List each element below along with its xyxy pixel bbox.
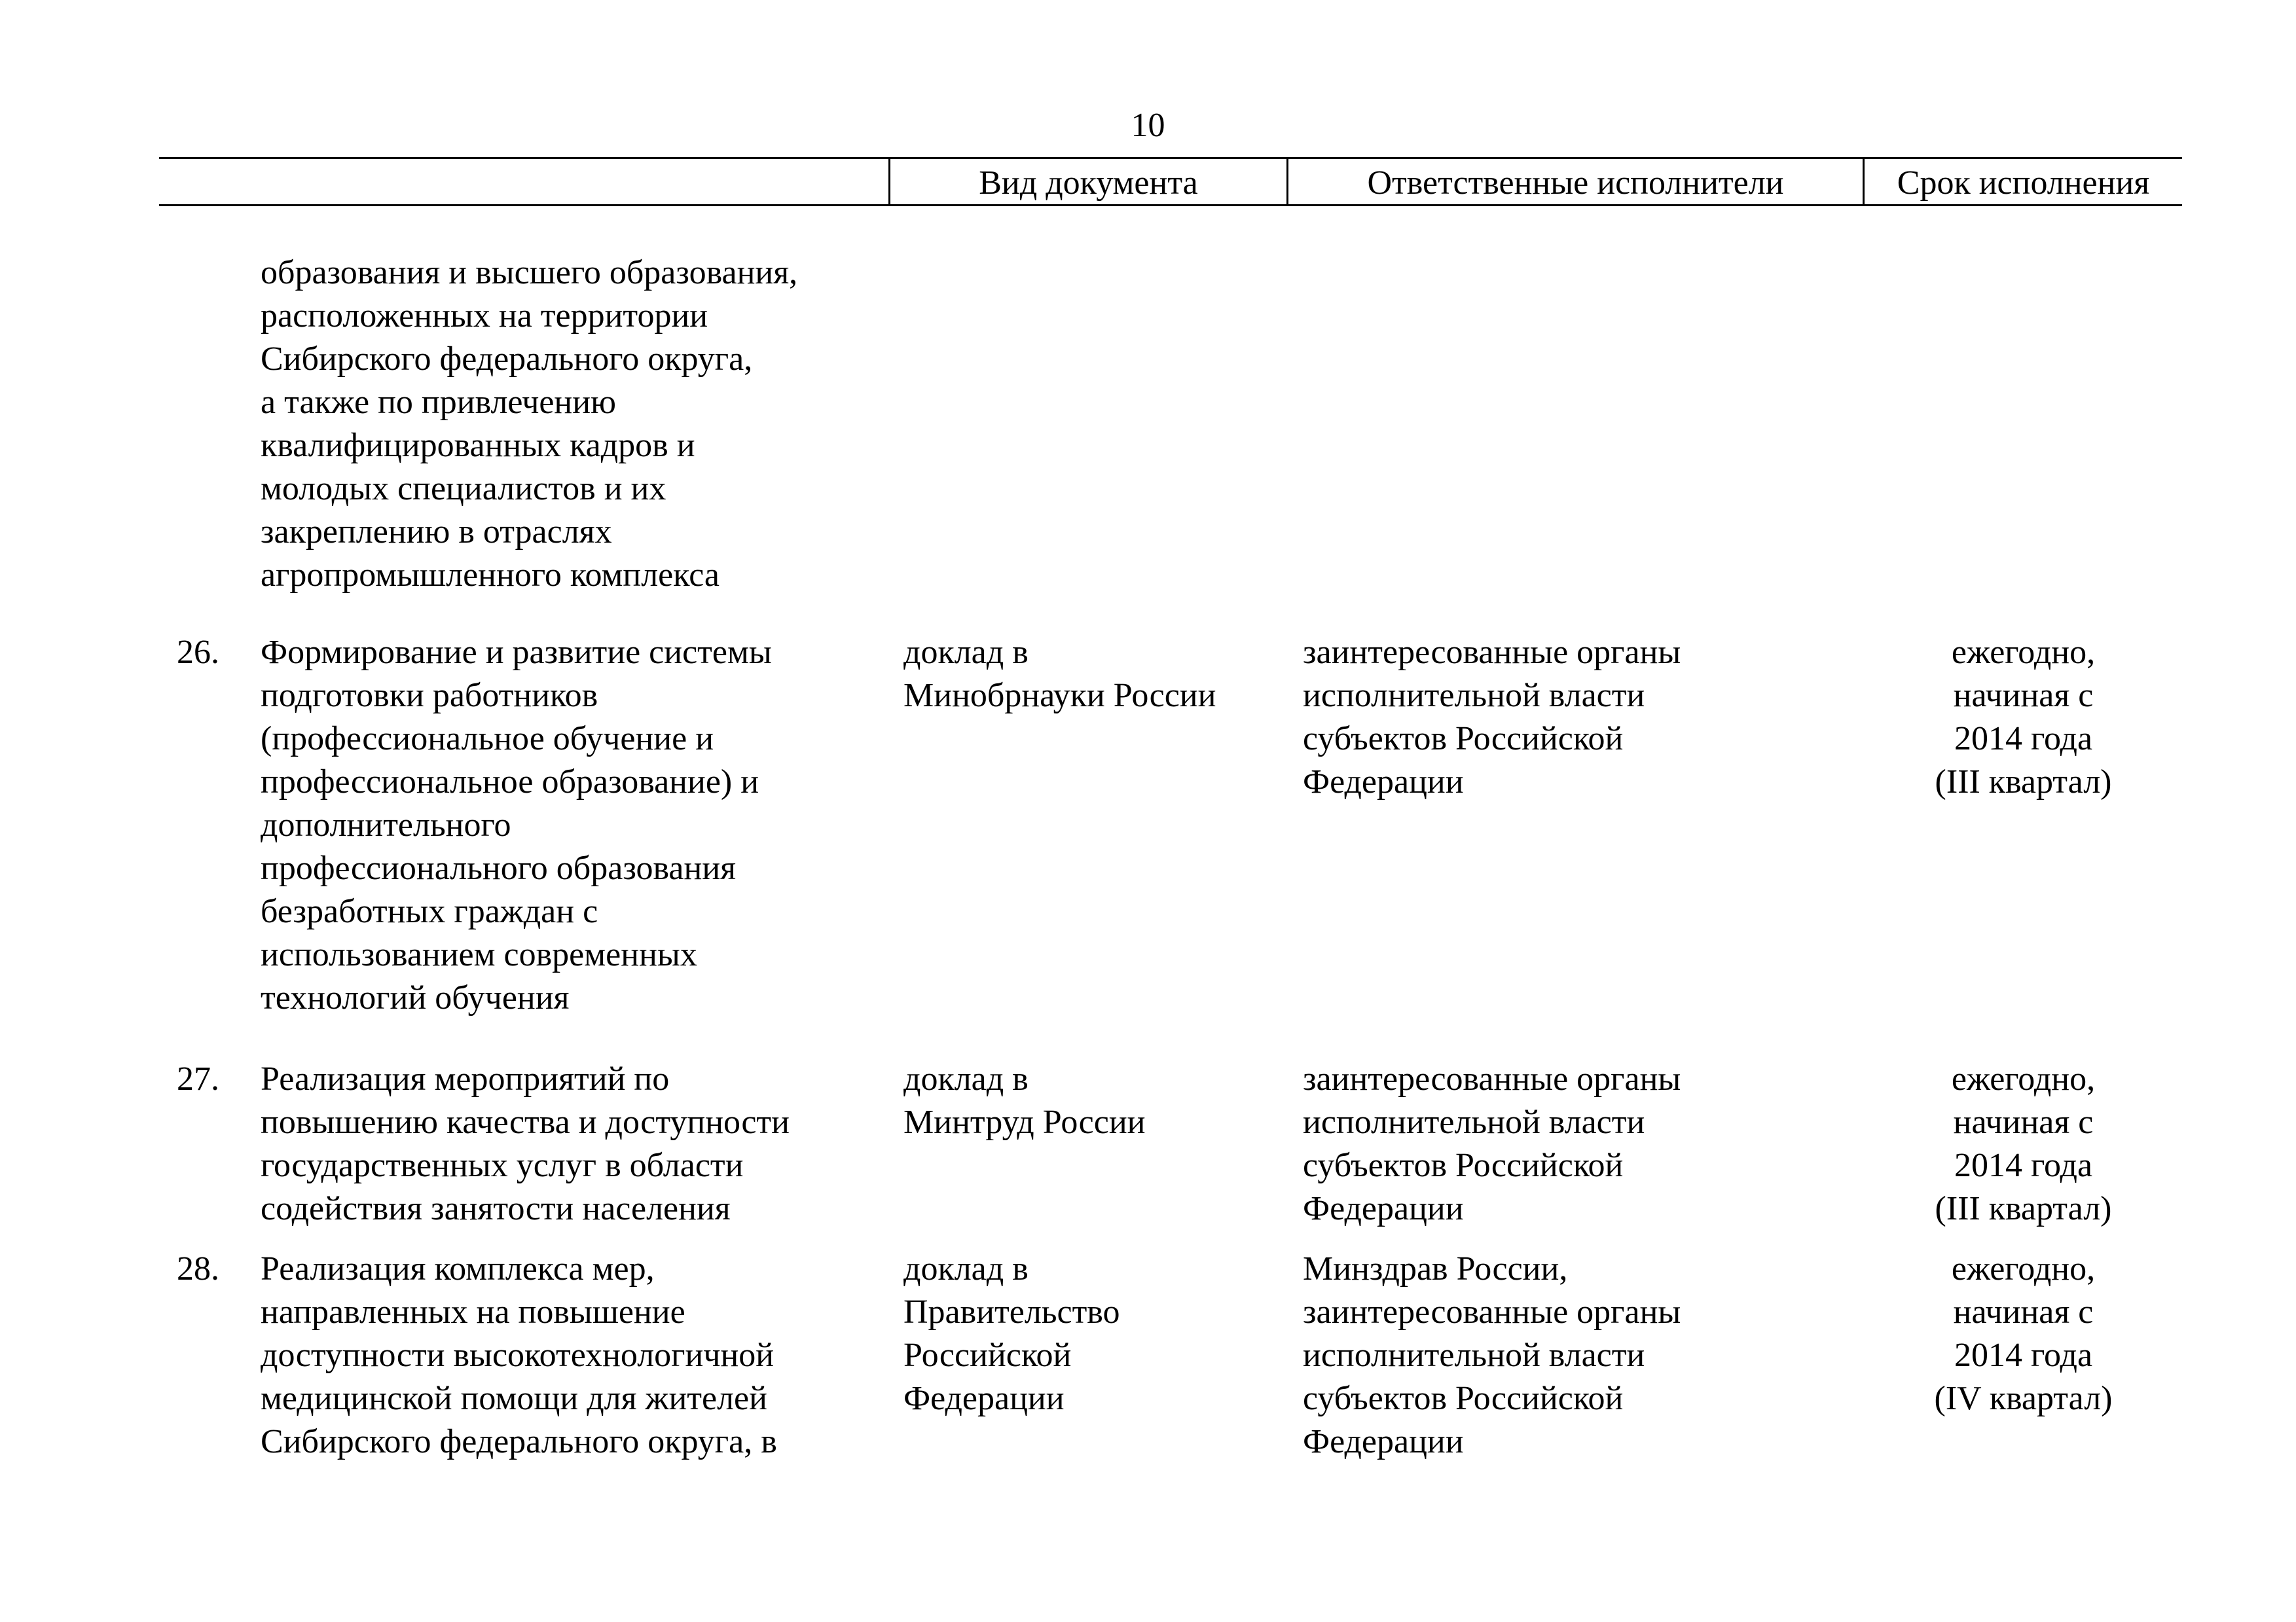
doc-type-line: Российской xyxy=(903,1337,1072,1374)
executors-line: исполнительной власти xyxy=(1303,1337,1645,1374)
row-continuation-description xyxy=(261,251,797,597)
description-line: расположенных на территории xyxy=(261,297,708,334)
header-deadline: Срок исполнения xyxy=(1897,164,2150,202)
description-line: закреплению в отраслях xyxy=(261,513,612,550)
description-line: Сибирского федерального округа, xyxy=(261,340,753,378)
description-line: повышению качества и доступности xyxy=(261,1104,790,1141)
description-line: подготовки работников xyxy=(261,677,598,714)
row-26-deadline xyxy=(1865,631,2182,804)
row-28-executors xyxy=(1303,1248,1681,1464)
row-28-number: 28. xyxy=(177,1250,219,1288)
row-26-doc-type xyxy=(903,631,1216,717)
header-bottom-rule xyxy=(159,204,2182,206)
deadline-line: начиная с xyxy=(1953,677,2094,714)
row-27-deadline xyxy=(1865,1058,2182,1231)
description-line: Формирование и развитие системы xyxy=(261,634,772,671)
deadline-line: начиная с xyxy=(1953,1104,2094,1141)
executors-line: заинтересованные органы xyxy=(1303,1293,1681,1331)
executors-line: субъектов Российской xyxy=(1303,1380,1624,1417)
deadline-line: ежегодно, xyxy=(1951,1060,2096,1098)
deadline-line: (IV квартал) xyxy=(1934,1380,2113,1417)
deadline-line: 2014 года xyxy=(1954,1337,2093,1374)
row-26-number: 26. xyxy=(177,634,219,671)
description-line: Реализация комплекса мер, xyxy=(261,1250,655,1288)
executors-line: субъектов Российской xyxy=(1303,1147,1624,1184)
executors-line: заинтересованные органы xyxy=(1303,1060,1681,1098)
doc-type-line: доклад в xyxy=(903,1250,1029,1288)
row-27-executors xyxy=(1303,1058,1681,1231)
deadline-line: ежегодно, xyxy=(1951,634,2096,671)
executors-line: Федерации xyxy=(1303,1190,1464,1227)
description-line: квалифицированных кадров и xyxy=(261,427,695,464)
doc-type-line: Минобрнауки России xyxy=(903,677,1216,714)
deadline-line: (III квартал) xyxy=(1935,1190,2112,1227)
row-27-description xyxy=(261,1058,790,1231)
description-line: безработных граждан с xyxy=(261,893,598,930)
description-line: Реализация мероприятий по xyxy=(261,1060,670,1098)
deadline-line: (III квартал) xyxy=(1935,763,2112,801)
row-26-description xyxy=(261,631,772,1020)
header-doc-type: Вид документа xyxy=(979,164,1198,202)
description-line: профессионального образования xyxy=(261,850,737,887)
executors-line: Минздрав России, xyxy=(1303,1250,1568,1288)
executors-line: исполнительной власти xyxy=(1303,677,1645,714)
doc-type-line: Правительство xyxy=(903,1293,1120,1331)
row-27-number: 27. xyxy=(177,1060,219,1098)
description-line: профессиональное образование) и xyxy=(261,763,759,801)
deadline-line: 2014 года xyxy=(1954,720,2093,757)
description-line: содействия занятости населения xyxy=(261,1190,731,1227)
executors-line: Федерации xyxy=(1303,763,1464,801)
header-top-rule xyxy=(159,157,2182,159)
description-line: медицинской помощи для жителей xyxy=(261,1380,767,1417)
description-line: образования и высшего образования, xyxy=(261,254,798,291)
description-line: направленных на повышение xyxy=(261,1293,685,1331)
deadline-line: начиная с xyxy=(1953,1293,2094,1331)
doc-type-line: Минтруд России xyxy=(903,1104,1146,1141)
executors-line: заинтересованные органы xyxy=(1303,634,1681,671)
description-line: а также по привлечению xyxy=(261,384,616,421)
deadline-line: 2014 года xyxy=(1954,1147,2093,1184)
description-line: агропромышленного комплекса xyxy=(261,556,720,594)
row-28-doc-type xyxy=(903,1248,1120,1420)
doc-type-line: Федерации xyxy=(903,1380,1065,1417)
deadline-line: ежегодно, xyxy=(1951,1250,2096,1288)
doc-type-line: доклад в xyxy=(903,1060,1029,1098)
description-line: дополнительного xyxy=(261,806,511,844)
description-line: государственных услуг в области xyxy=(261,1147,744,1184)
description-line: доступности высокотехнологичной xyxy=(261,1337,774,1374)
description-line: технологий обучения xyxy=(261,979,570,1017)
executors-line: исполнительной власти xyxy=(1303,1104,1645,1141)
description-line: Сибирского федерального округа, в xyxy=(261,1423,777,1460)
row-27-doc-type xyxy=(903,1058,1145,1144)
description-line: молодых специалистов и их xyxy=(261,470,666,507)
executors-line: Федерации xyxy=(1303,1423,1464,1460)
row-26-executors xyxy=(1303,631,1681,804)
doc-type-line: доклад в xyxy=(903,634,1029,671)
executors-line: субъектов Российской xyxy=(1303,720,1624,757)
description-line: использованием современных xyxy=(261,936,697,973)
description-line: (профессиональное обучение и xyxy=(261,720,714,757)
row-28-description xyxy=(261,1248,777,1464)
page-number: 10 xyxy=(1131,107,1165,144)
header-executors: Ответственные исполнители xyxy=(1367,164,1784,202)
row-28-deadline xyxy=(1865,1248,2182,1420)
